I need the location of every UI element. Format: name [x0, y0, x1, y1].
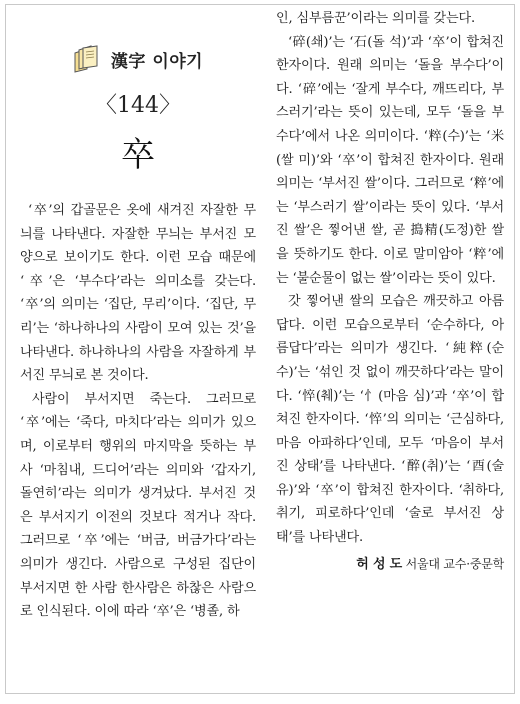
book-icon [73, 45, 103, 73]
column-header [20, 5, 256, 107]
paragraph: ‘卒’의 갑골문은 옷에 새겨진 자잘한 무늬를 나타낸다. 자잘한 무늬는 부서진 모양으로 보이기도 한다. 이런 모습 때문에 ‘卒’은 ‘부수다’라는 의미소를 갖는다. ‘卒’의 의미는 ‘집단, 무리’이다. ‘집단, 무리’는 ‘하나하나의 사람이 모여 있는 것’을 나타낸다. 하나하나의 사람을 자잘하게 부서진 무늬로 본 것이다. [20, 203, 256, 384]
featured-character: 卒 [121, 135, 155, 175]
paragraph: 사람이 부서지면 죽는다. 그러므로 ‘卒’에는 ‘죽다, 마치다’라는 의미가 있으며, 이로부터 행위의 마지막을 뜻하는 부사 ‘마침내, 드디어’라는 의미와 ‘갑자기, 돌연히’라는 의미가 생겨났다. 부서진 것은 부서지기 이전의 것보다 적거나 작다. 그러므로 ‘卒’에는 ‘버금, 버금가다’라는 의미가 생긴다. 사람으로 구성된 집단이 부서지면 한 사람 한사람은 하찮은 사람으로 인식된다. 이에 따라 ‘卒’은 ‘병졸, 하 [20, 391, 256, 620]
paragraph: ‘碎(쇄)’는 ‘石(돌 석)’과 ‘卒’이 합쳐진 한자이다. 원래 의미는 ‘돌을 부수다’이다. ‘碎’에는 ‘잘게 부수다, 깨뜨리다, 부스러기’라는 뜻이 있는데, 모두 ‘돌을 부수다’에서 나온 의미이다. ‘粹(수)’는 ‘米(쌀 미)’와 ‘卒’이 합쳐진 한자이다. 원래 의미는 ‘부서진 쌀’이다. 그러므로 ‘粹’에는 ‘부스러기 쌀’이라는 뜻이 있다. ‘부서진 쌀’은 찧어낸 쌀, 곧 搗精(도정)한 쌀을 뜻하기도 한다. 이로 말미암아 ‘粹’에는 ‘불순물이 없는 쌀’이라는 뜻이 있다. [276, 34, 504, 286]
column-title: 漢字 이야기 [110, 51, 204, 72]
paragraph: 인, 심부름꾼’이라는 의미를 갖는다. [276, 11, 476, 26]
right-column [276, 5, 504, 572]
paragraph: 갓 찧어낸 쌀의 모습은 깨끗하고 아름답다. 이런 모습으로부터 ‘순수하다, 아름답다’라는 의미가 생긴다. ‘純粹(순수)’는 ‘섞인 것 없이 깨끗하다’라는 말이다. ‘悴(췌)’는 ‘忄(마음 심)’과 ‘卒’이 합쳐진 한자이다. ‘悴’의 의미는 ‘근심하다, 마음 아파하다’인데, 모두 ‘마음이 부서진 상태’를 나타낸다. ‘醉(취)’는 ‘酉(술 유)’와 ‘卒’이 합쳐진 한자이다. ‘취하다, 취기, 피로하다’인데 ‘술로 부서진 상태’를 나타낸다. [276, 294, 504, 546]
left-column [20, 5, 256, 624]
author-name: 허 성 도 [356, 556, 402, 572]
author-affiliation: 서울대 교수·중문학 [405, 556, 504, 571]
article-page [5, 4, 515, 694]
issue-number: 〈144〉 [95, 93, 181, 118]
author-byline [276, 553, 504, 572]
